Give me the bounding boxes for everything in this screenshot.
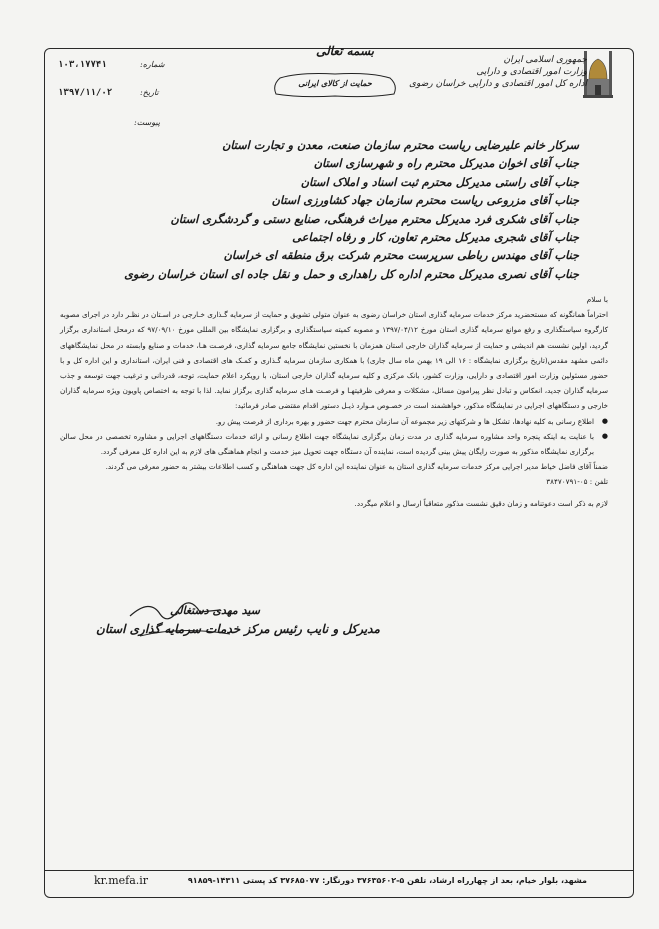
body-paragraph-main: احتراماً همانگونه که مستحضرید مرکز خدمات سرمایه گذاری استان خراسان رضوی به عنوان متولی تشویق و حمایت از سرمایه گـذاری خـارجی در اسـتان در نظـر دارد در اجرای مصوبه کارگروه سیاستگذاری و رفع موانع سرمایه گذاری استان مورخ ۱۳۹۷/۰۴/۱۲ و مصوبه کمیته سیاستگذاری و برگزاری نمایشگاه بین المللی مورخ ۹۷/۰۹/۱۰ که درمحل استانداری برگزار گردید، اولین نشست هم اندیشی و حمایت از سرمایه گذاران خارجی استان همزمان با نخستین نمایشگاه جامع سرمایه گذاری، فرصـت هـا، خدمات و صنایع وابسته در محل نمایشگاههای دائمی مشهد مقدس(تاریخ برگزاری نمایشگاه : ۱۶ الی ۱۹ بهمن ماه سال جاری) با همکاری سازمان سرمایه گـذاری و کمـک های اقتصادی و فنی ایران، استانداری و این اداره کل و با حضور مسئولین وزارت امور اقتصادی و دارایی، وزارت کشور، بانک مرکزی و کلیه سرمایه گذاران خارجی استان، با رویکرد اعلام حمایت، توجه، قدردانی و ترغیب جهت توسعه و جذب سرمایه گذاران جدید، انعکاس و تبادل نظر پیرامون مسائل، مشکلات و معرفی ظرفیتهـا و فرصـت هـای سرمایه گذاری برگزار نماید. لذا با توجه به اختصاص پاویون ویژه سرمایه گذاران خارجی و دستگاههای اجرایی در نمایشگاه مذکور، خواهشمند است در خصـوص مـوارد ذیـل دستور اقدام مقتضی صادر فرمائید: <box>60 310 608 411</box>
signatory-name: سید مهدی دستغالی <box>170 604 260 617</box>
letter-number-value: ۱۰۳،۱۷۷۴۱ <box>58 60 107 70</box>
org-line-office: اداره کل امور اقتصادی و دارایی خراسان رضوی <box>409 79 587 89</box>
bullet-item: ● با عنایت به اینکه پنجره واحد مشاوره سرمایه گذاری در مدت زمان برگزاری نمایشگاه جهت اطلاع رسانی و ارائه خدمات دستگاههای اجرایی و مشاوره تخصصی در محل سالن برگزاری نمایشگاه مذکور به صورت رایگان پیش بینی گردیده است، نماینده آن دستگاه جهت تحویل میز خدمت و انجام هماهنگی های لازم به این اداره کل معرفی گردد. <box>60 429 608 459</box>
greeting: با سلام <box>586 295 608 304</box>
recipient-line: جناب آقای اخوان مدیرکل محترم راه و شهرسازی استان <box>313 156 579 171</box>
letter-date-label: تاریخ: <box>140 88 159 97</box>
recipient-line: سرکار خانم علیرضایی ریاست محترم سازمان صنعت، معدن و تجارت استان <box>222 138 579 152</box>
request-bullets <box>60 414 608 460</box>
recipient-line: جناب آقای مزروعی ریاست محترم سازمان جهاد کشاورزی استان <box>271 193 579 208</box>
recipient-line: جناب آقای شکری فرد مدیرکل محترم میراث فرهنگی، صنایع دستی و گردشگری استان <box>170 211 579 226</box>
letter-date-value: ۱۳۹۷/۱۱/۰۲ <box>58 88 113 98</box>
recipient-line: جناب آقای شجری مدیرکل محترم تعاون، کار و رفاه اجتماعی <box>292 230 579 245</box>
footer-address: مشهد، بلوار خیام، بعد از چهارراه ارشاد، تلفن ۵-۳۷۶۳۵۶۰۲ دورنگار: ۳۷۶۸۵۰۷۷ کد پستی ۱۴۳۱۱-۹۱۸۵۹ <box>187 876 587 885</box>
letter-number-label: شماره: <box>140 60 165 69</box>
closing-line: لازم به ذکر است دعوتنامه و زمان دقیق نشست مذکور متعاقباً ارسال و اعلام میگردد. <box>354 498 608 508</box>
organization-header <box>387 54 587 90</box>
body-paragraph-representative: ضمناً آقای فاضل خیاط مدیر اجرایی مرکز خدمات سرمایه گذاری استان به عنوان نماینده این اداره کل جهت هماهنگی و کسب اطلاعات بیشتر به حضور معرفی می گردند. <box>105 462 608 472</box>
footer-divider <box>44 870 634 871</box>
letter-body <box>60 292 608 511</box>
recipient-line: جناب آقای راستی مدیرکل محترم ثبت اسناد و املاک استان <box>300 174 579 189</box>
phone-line: تلفن : ۰۵-۳۸۴۷۰۷۹۱ <box>546 477 608 487</box>
bismillah-heading: بسمه تعالی <box>315 44 375 58</box>
letter-attachment-label: پیوست: <box>134 118 161 127</box>
slogan-text: حمایت از کالای ایرانی <box>298 78 372 88</box>
org-line-country: جمهوری اسلامی ایران <box>503 55 587 65</box>
bullet-item: ● اطلاع رسانی به کلیه نهادها، تشکل ها و شرکتهای زیر مجموعه آن سازمان محترم جهت حضور و بهره برداری از فرصت پیش رو. <box>60 414 608 429</box>
recipient-line: جناب آقای مهندس رباطی سرپرست محترم شرکت برق منطقه ای خراسان <box>223 248 579 263</box>
recipients-list <box>119 136 579 283</box>
recipient-line: جناب آقای نصری مدیرکل محترم اداره کل راهداری و حمل و نقل جاده ای استان خراسان رضوی <box>124 266 579 281</box>
org-line-ministry: وزارت امور اقتصادی و دارایی <box>476 67 587 77</box>
signatory-title: مدیرکل و نایب رئیس مرکز خدمات سرمایه گذاری استان <box>96 622 380 636</box>
footer-website: kr.mefa.ir <box>94 874 149 887</box>
